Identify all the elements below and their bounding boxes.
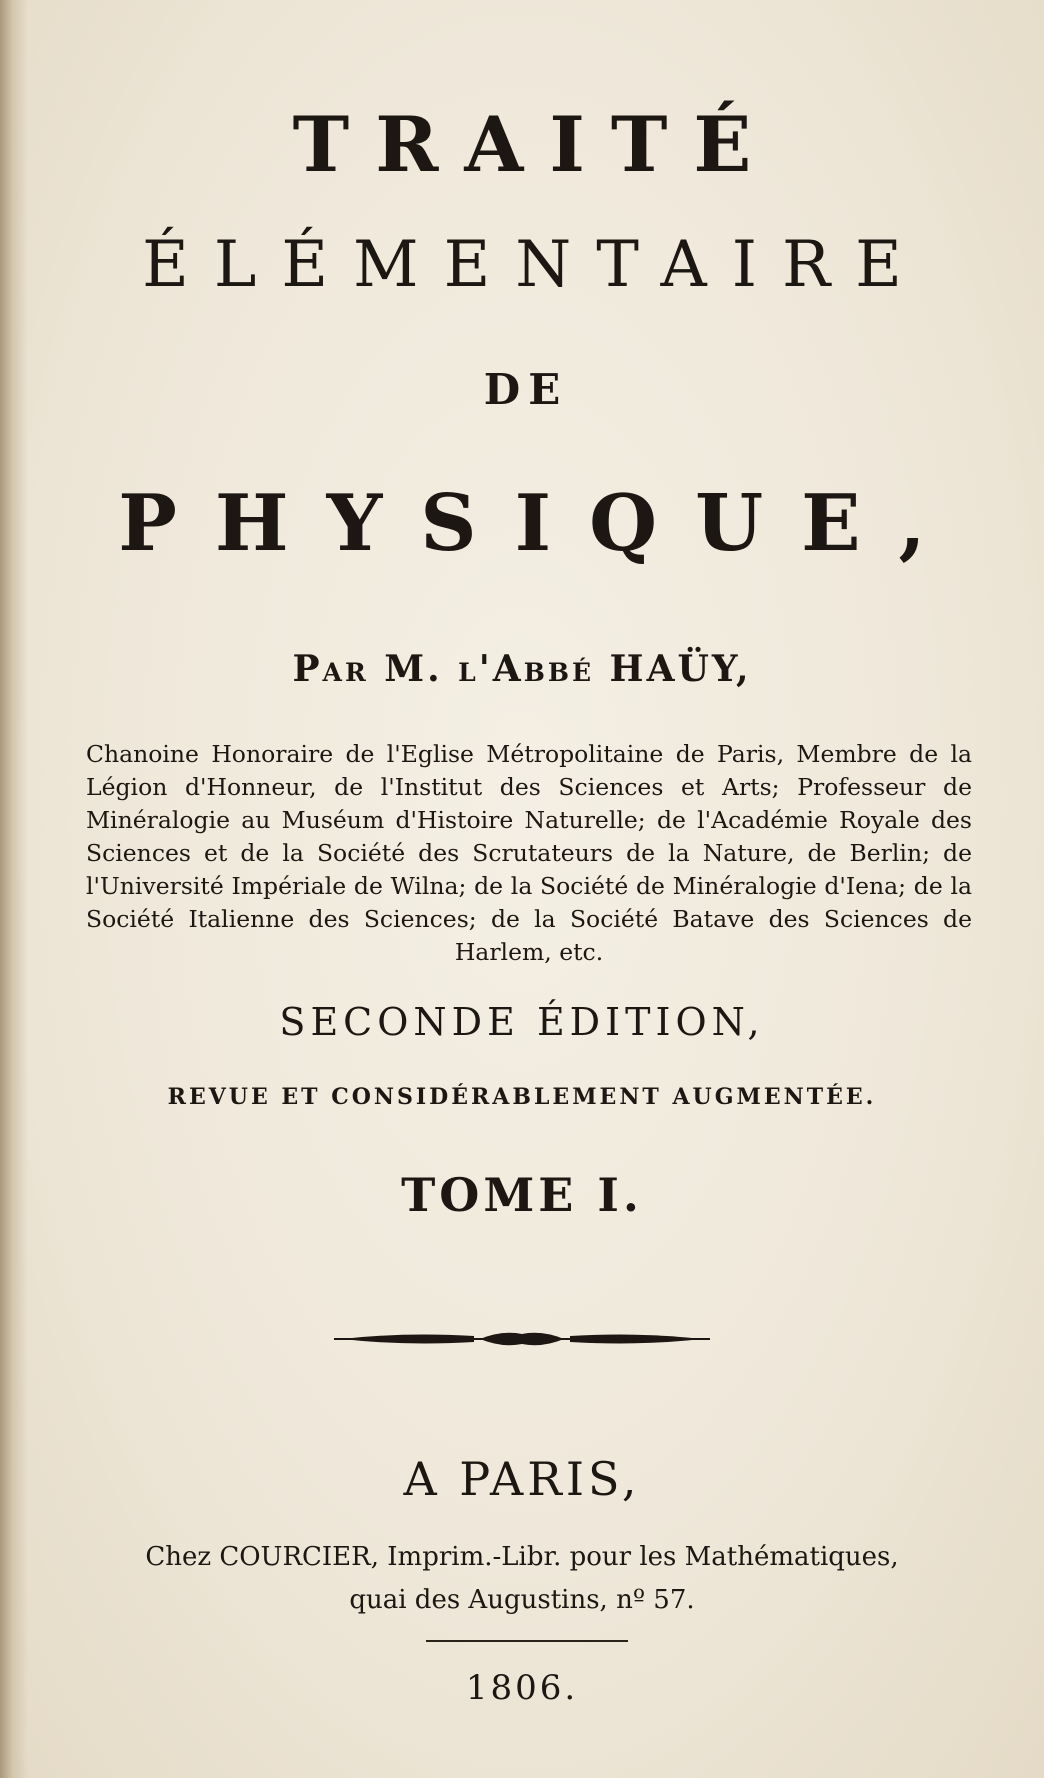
imprint-address: quai des Augustins, nº 57. <box>349 1585 695 1615</box>
title-line-de: DE <box>483 365 569 414</box>
imprint-year: 1806. <box>465 1668 579 1708</box>
author-line: Par M. l'Abbé HAÜY, <box>292 648 752 690</box>
title-line-elementaire: ÉLÉMENTAIRE <box>142 228 927 302</box>
title-line-traite: TRAITÉ <box>292 100 778 189</box>
imprint-publisher: Chez COURCIER, Imprim.-Libr. pour les Mathématiques, <box>145 1542 899 1572</box>
imprint-city: A PARIS, <box>403 1452 641 1506</box>
edition-note: REVUE ET CONSIDÉRABLEMENT AUGMENTÉE. <box>167 1084 877 1110</box>
title-line-physique: PHYSIQUE, <box>118 478 964 569</box>
volume-line: TOME I. <box>401 1168 643 1222</box>
ornamental-rule-icon <box>334 1328 710 1350</box>
imprint-rule <box>426 1640 628 1642</box>
author-credentials: Chanoine Honoraire de l'Eglise Métropolitaine de Paris, Membre de la Légion d'Honneur, de l'Institut des Sciences et Arts; Professeur de Minéralogie au Muséum d'Histoire Naturelle; de l'Académie Royale des Sciences et de la Société des Scrutateurs de la Nature, de Berlin; de l'Université Impériale de Wilna; de la Société de Minéralogie d'Iena; de la Société Italienne des Sciences; de la Société Batave des Sciences de Harlem, etc. <box>86 740 972 966</box>
edition-line: SECONDE ÉDITION, <box>279 1000 765 1044</box>
